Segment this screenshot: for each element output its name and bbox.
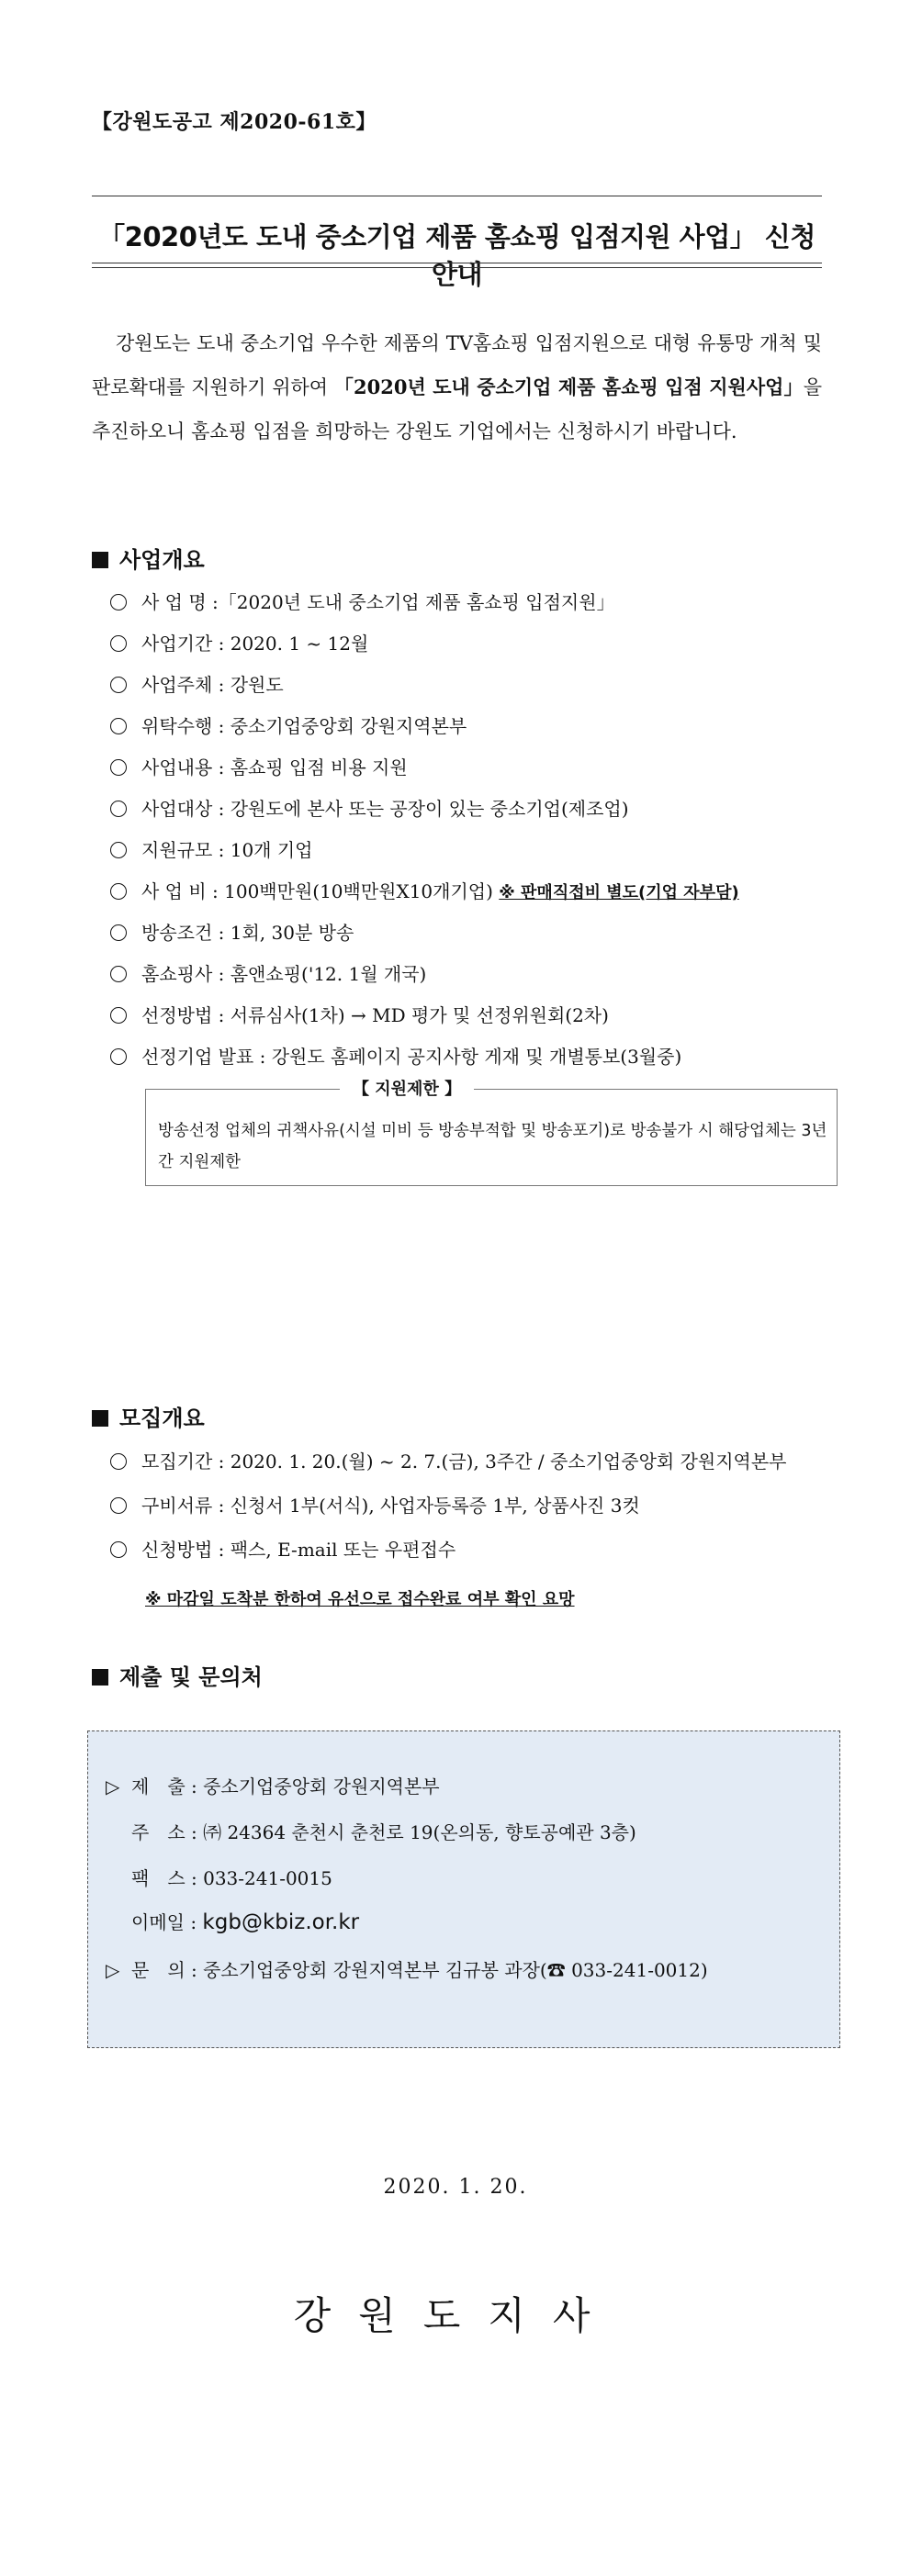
list-item-text: 지원규모 : 10개 기업: [141, 839, 313, 861]
list-item: [110, 670, 284, 697]
square-bullet-icon: [92, 552, 108, 568]
recruit-heading: 모집개요: [119, 1406, 205, 1431]
overview-heading: 사업개요: [119, 547, 205, 573]
restriction-label: 【 지원제한 】: [340, 1076, 474, 1100]
circle-bullet-icon: [110, 1497, 127, 1514]
issuer-name: 강원도지사: [293, 2293, 618, 2338]
section-heading-overview: [92, 542, 205, 574]
circle-bullet-icon: [110, 718, 127, 734]
triangle-marker-icon: ▷: [106, 1959, 120, 1981]
contact-email: [106, 1908, 359, 1934]
list-item: [110, 753, 408, 779]
recruit-note: ※ 마감일 도착분 한하여 유선으로 접수완료 여부 확인 요망: [145, 1590, 575, 1609]
circle-bullet-icon: [110, 883, 127, 900]
contact-inquiry: [106, 1955, 708, 1982]
list-item: [110, 1447, 787, 1473]
list-item: [110, 1491, 640, 1518]
contact-inquiry-value: 중소기업중앙회 강원지역본부 김규봉 과장(☎ 033-241-0012): [203, 1959, 708, 1981]
contact-submit-value: 중소기업중앙회 강원지역본부: [203, 1775, 440, 1798]
circle-bullet-icon: [110, 966, 127, 982]
intro-paragraph: [92, 321, 822, 454]
triangle-marker-icon: ▷: [106, 1775, 120, 1798]
contact-heading: 제출 및 문의처: [119, 1664, 263, 1690]
list-item-text: 사업기간 : 2020. 1 ~ 12월: [141, 633, 369, 655]
contact-fax: [106, 1864, 332, 1890]
list-item: [110, 835, 313, 862]
contact-address-label: 주 소 :: [131, 1821, 204, 1843]
contact-fax-label: 팩 스 :: [131, 1867, 204, 1889]
list-item-text: 방송조건 : 1회, 30분 방송: [141, 922, 354, 944]
contact-submit-label: 제 출 :: [131, 1775, 204, 1798]
list-item-text: 사업대상 : 강원도에 본사 또는 공장이 있는 중소기업(제조업): [141, 798, 629, 820]
circle-bullet-icon: [110, 1453, 127, 1470]
title-bottom-rule-2: [92, 267, 822, 268]
list-item: [110, 877, 739, 903]
list-item-text: 선정방법 : 서류심사(1차) → MD 평가 및 선정위원회(2차): [141, 1004, 609, 1026]
intro-text-2: 을 추진하오니 홈쇼핑 입점을 희망하는 강원도 기업에서는 신청하시기 바랍니다.: [92, 376, 822, 442]
circle-bullet-icon: [110, 635, 127, 652]
list-item: [110, 1001, 609, 1027]
list-item-text: 신청방법 : 팩스, E-mail 또는 우편접수: [141, 1539, 456, 1561]
circle-bullet-icon: [110, 1007, 127, 1024]
contact-fax-value: 033-241-0015: [203, 1867, 332, 1889]
circle-bullet-icon: [110, 759, 127, 776]
circle-bullet-icon: [110, 1048, 127, 1065]
list-item-text: 구비서류 : 신청서 1부(서식), 사업자등록증 1부, 상품사진 3컷: [141, 1495, 640, 1517]
notice-number: 【강원도공고 제2020-61호】: [92, 110, 377, 134]
contact-email-label: 이메일 :: [131, 1911, 203, 1933]
list-item-text: 모집기간 : 2020. 1. 20.(월) ~ 2. 7.(금), 3주간 / 중소기업중앙회 강원지역본부: [141, 1450, 787, 1473]
circle-bullet-icon: [110, 1541, 127, 1558]
intro-program-name: 「2020년 도내 중소기업 제품 홈쇼핑 입점 지원사업」: [333, 375, 804, 398]
circle-bullet-icon: [110, 594, 127, 610]
list-item: [110, 1535, 456, 1562]
contact-email-value[interactable]: kgb@kbiz.or.kr: [202, 1910, 360, 1934]
section-heading-recruit: [92, 1400, 205, 1432]
circle-bullet-icon: [110, 924, 127, 941]
list-item: [110, 629, 368, 655]
circle-bullet-icon: [110, 842, 127, 858]
contact-address: [106, 1818, 636, 1844]
list-item: [110, 711, 467, 738]
page-title: 「2020년도 도내 중소기업 제품 홈쇼핑 입점지원 사업」 신청 안내: [98, 221, 815, 290]
notice-date: 2020. 1. 20.: [383, 2176, 528, 2199]
list-item-text: 사 업 명 :「2020년 도내 중소기업 제품 홈쇼핑 입점지원」: [141, 591, 615, 613]
restriction-text: 방송선정 업체의 귀책사유(시설 미비 등 방송부적합 및 방송포기)로 방송불가 시 해당업체는 3년간 지원제한: [158, 1122, 827, 1171]
square-bullet-icon: [92, 1669, 108, 1686]
intro-text-1: 강원도는 도내 중소기업 우수한 제품의 TV홈쇼핑 입점지원으로 대형 유통망 개척 및 판로확대를 지원하기 위하여: [92, 332, 822, 398]
list-item-text: 홈쇼핑사 : 홈앤쇼핑('12. 1월 개국): [141, 963, 427, 985]
section-heading-contact: [92, 1659, 263, 1691]
list-item-text: 사 업 비 : 100백만원(10백만원X10개기업): [141, 880, 500, 902]
list-item-text: 선정기업 발표 : 강원도 홈페이지 공지사항 게재 및 개별통보(3월중): [141, 1046, 682, 1068]
contact-submit: [106, 1772, 440, 1798]
contact-address-value: ㈜ 24364 춘천시 춘천로 19(온의동, 향토공예관 3층): [203, 1821, 636, 1843]
square-bullet-icon: [92, 1410, 108, 1427]
contact-inquiry-label: 문 의 :: [131, 1959, 204, 1981]
list-item: [110, 1042, 681, 1069]
list-item: [110, 959, 426, 986]
list-item-text: 위탁수행 : 중소기업중앙회 강원지역본부: [141, 715, 467, 737]
list-item: [110, 588, 615, 614]
list-item: [110, 918, 354, 945]
list-item-text: 사업주체 : 강원도: [141, 674, 284, 696]
list-item: [110, 794, 629, 821]
circle-bullet-icon: [110, 801, 127, 817]
list-item-text: 사업내용 : 홈쇼핑 입점 비용 지원: [141, 756, 408, 778]
budget-note: ※ 판매직접비 별도(기업 자부담): [499, 883, 739, 902]
circle-bullet-icon: [110, 677, 127, 693]
